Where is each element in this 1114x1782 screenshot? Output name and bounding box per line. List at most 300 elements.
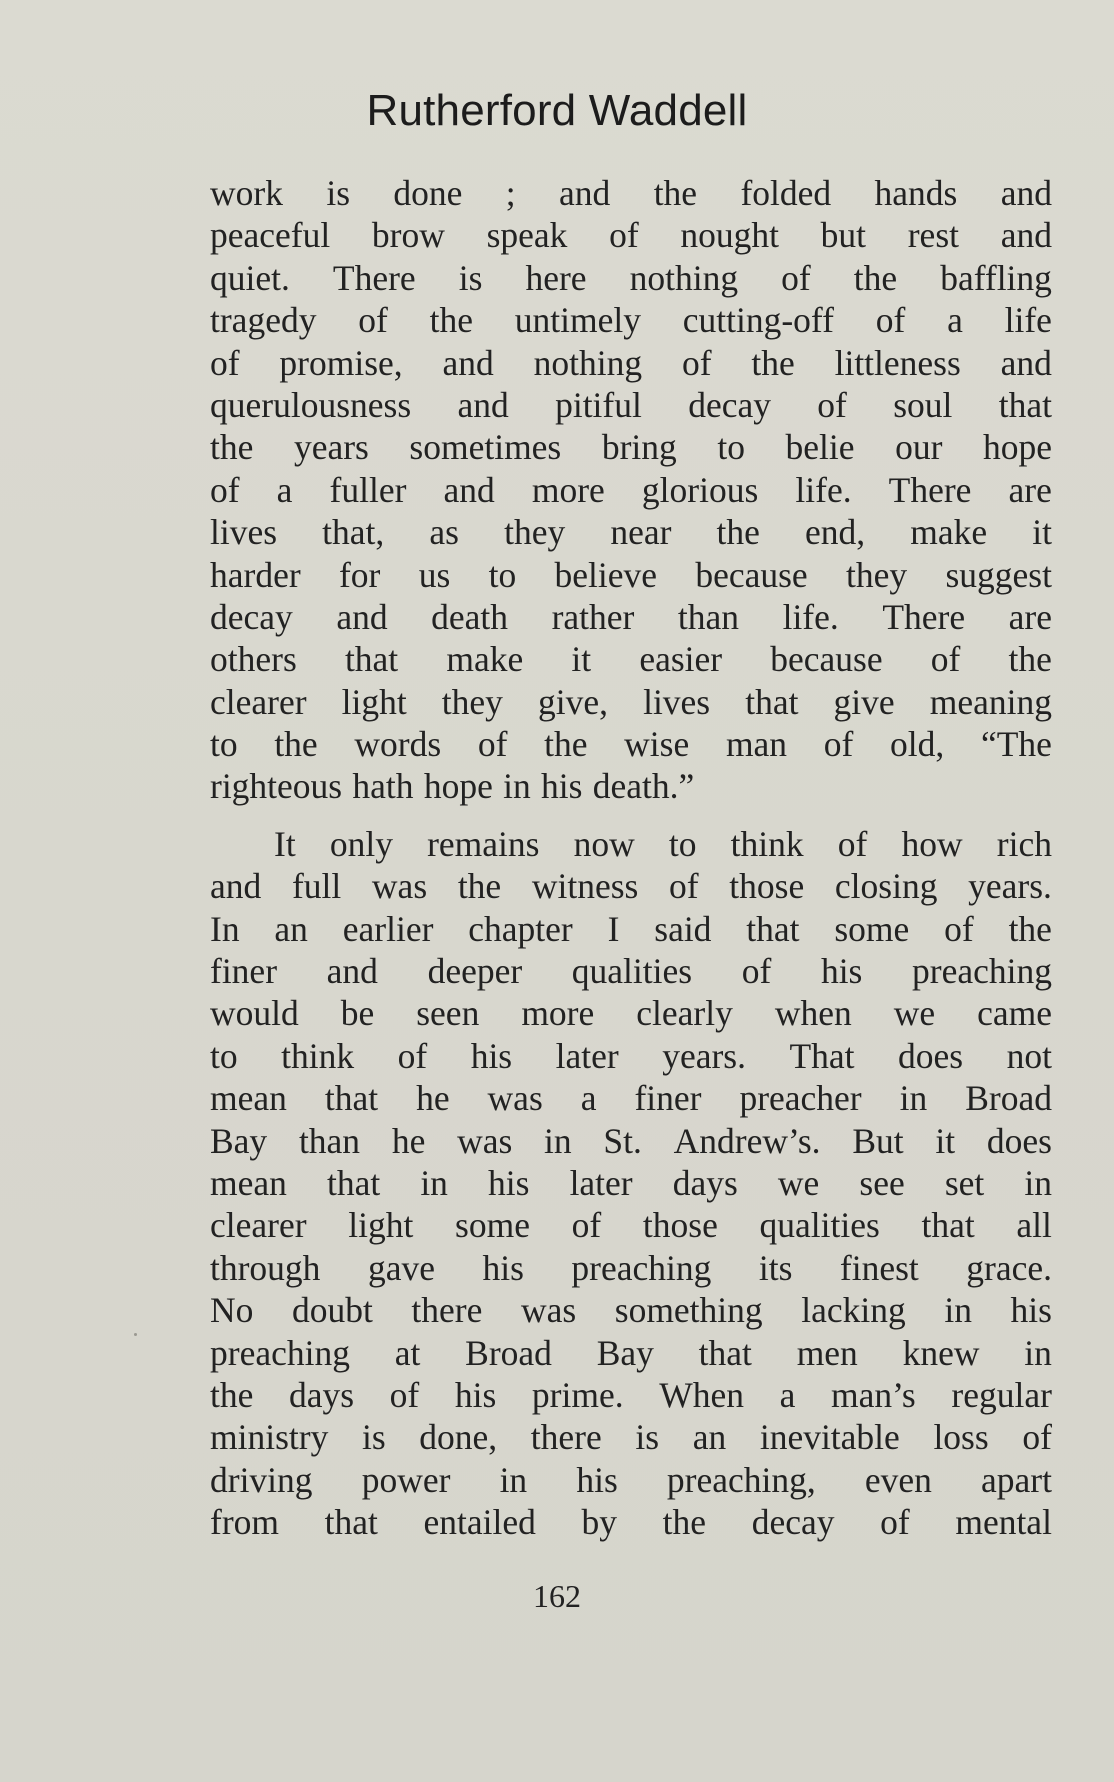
word: and — [1000, 215, 1052, 256]
word: that — [324, 1502, 378, 1543]
word: in — [944, 1290, 972, 1331]
word: sometimes — [409, 427, 562, 468]
text-line — [210, 1289, 1052, 1331]
word: his — [1010, 1290, 1052, 1331]
word: of — [930, 639, 961, 680]
text-line — [210, 638, 1052, 680]
text-line — [210, 1416, 1052, 1458]
word: is — [326, 173, 351, 213]
word: rich — [996, 823, 1052, 864]
word: chapter — [468, 908, 573, 949]
word: apart — [981, 1459, 1052, 1500]
word: life. — [795, 469, 852, 510]
word: that — [998, 384, 1052, 425]
word: we — [777, 1162, 820, 1203]
word: that, — [322, 512, 385, 553]
word: There — [882, 596, 966, 637]
paragraph — [210, 172, 1052, 808]
word: only — [329, 823, 393, 864]
word: and — [326, 951, 378, 992]
word: light — [341, 681, 407, 722]
word: and — [443, 469, 495, 510]
word: harder — [210, 554, 301, 595]
word: No — [210, 1290, 254, 1331]
word: more — [531, 469, 605, 510]
word: something — [614, 1290, 763, 1331]
paragraph — [210, 823, 1052, 1544]
word: Bay — [210, 1120, 268, 1161]
word: brow — [371, 215, 445, 256]
word: those — [642, 1205, 718, 1246]
word: nothing — [533, 342, 643, 383]
word: are — [1008, 469, 1052, 510]
word: would — [210, 993, 299, 1034]
word: rest — [907, 215, 959, 256]
word: “The — [980, 724, 1052, 765]
word: and — [1000, 342, 1052, 383]
word: preaching — [912, 951, 1052, 992]
word: Bay — [596, 1332, 654, 1373]
word: earlier — [342, 908, 434, 949]
word: preaching, — [666, 1459, 816, 1500]
word: because — [770, 639, 883, 680]
word: later — [555, 1035, 619, 1076]
word: littleness — [834, 342, 961, 383]
word: make — [446, 639, 524, 680]
word: meaning — [929, 681, 1052, 722]
word: years. — [968, 866, 1052, 907]
word: the — [544, 724, 588, 765]
word: a — [580, 1078, 597, 1119]
word: a — [947, 300, 963, 341]
word: loss — [933, 1417, 989, 1458]
word: think — [730, 823, 804, 864]
word: soul — [893, 384, 953, 425]
word: more — [521, 993, 595, 1034]
word: folded — [740, 173, 832, 213]
word: its — [758, 1247, 793, 1288]
text-line — [210, 992, 1052, 1034]
body-text — [210, 172, 1052, 1544]
word: believe — [554, 554, 658, 595]
word: of — [817, 384, 847, 425]
word: and — [210, 866, 262, 907]
word: decay — [751, 1502, 835, 1543]
word: days — [288, 1374, 355, 1415]
word: done — [393, 173, 463, 213]
word: promise, — [279, 342, 403, 383]
word: set — [944, 1162, 985, 1203]
word: is — [361, 1417, 386, 1458]
word: some — [455, 1205, 530, 1246]
word: entailed — [423, 1502, 536, 1543]
text-line — [210, 950, 1052, 992]
text-line — [210, 1077, 1052, 1119]
word: his — [470, 1035, 513, 1076]
word: of — [397, 1035, 428, 1076]
word: death — [431, 596, 509, 637]
word: witness — [531, 866, 639, 907]
word: his — [488, 1162, 530, 1203]
word: baffling — [940, 257, 1052, 298]
word: than — [298, 1120, 361, 1161]
word: of — [389, 1374, 420, 1415]
word: power — [361, 1459, 451, 1500]
running-head: Rutherford Waddell — [366, 86, 748, 135]
word: it — [1032, 512, 1052, 553]
word: mean — [210, 1162, 287, 1203]
word: how — [901, 823, 963, 864]
word: There — [332, 257, 416, 298]
word: that — [324, 1078, 379, 1119]
word: knew — [902, 1332, 980, 1373]
word: the — [429, 300, 473, 341]
text-line — [210, 469, 1052, 511]
word: does — [898, 1035, 964, 1076]
word: be — [340, 993, 375, 1034]
word: In — [210, 908, 240, 949]
word: of — [837, 823, 868, 864]
text-line — [210, 342, 1052, 384]
word: his — [576, 1459, 618, 1500]
word: finest — [839, 1247, 919, 1288]
word: others — [210, 639, 297, 680]
word: clearly — [636, 993, 733, 1034]
word: It — [274, 823, 296, 864]
word: of — [681, 342, 712, 383]
word: nought — [680, 215, 779, 256]
word: St. — [603, 1120, 642, 1161]
text-line — [210, 511, 1052, 553]
word: mean — [210, 1078, 287, 1119]
word: old, — [890, 724, 945, 765]
word: easier — [639, 639, 723, 680]
word: years. — [662, 1035, 746, 1076]
text-line — [210, 681, 1052, 723]
word: there — [530, 1417, 602, 1458]
word: in — [420, 1162, 448, 1203]
word: of — [944, 908, 974, 949]
word: tragedy — [210, 300, 317, 341]
word: in — [1024, 1332, 1052, 1373]
word: preacher — [739, 1078, 862, 1119]
word: the — [1008, 639, 1052, 680]
word: grace. — [966, 1247, 1052, 1288]
word: words — [354, 724, 442, 765]
text-line — [210, 257, 1052, 299]
word: the — [274, 724, 318, 765]
word: all — [1016, 1205, 1052, 1246]
word: think — [281, 1035, 355, 1076]
word: for — [338, 554, 381, 595]
word: is — [458, 257, 483, 298]
word: hope — [982, 427, 1052, 468]
word: but — [820, 215, 867, 256]
word: years — [293, 427, 369, 468]
word: an — [274, 908, 308, 949]
word: finer — [210, 951, 278, 992]
word: was — [487, 1078, 543, 1119]
word: belie — [785, 427, 855, 468]
word: of — [571, 1205, 602, 1246]
word: closing — [834, 866, 938, 907]
word: remains — [427, 823, 540, 864]
word: some — [834, 908, 910, 949]
word: it — [935, 1120, 956, 1161]
word: to — [210, 1035, 238, 1076]
word: of — [823, 724, 854, 765]
word: to — [210, 724, 238, 765]
word: said — [654, 908, 712, 949]
word: even — [864, 1459, 932, 1500]
text-line — [210, 1501, 1052, 1543]
word: of — [477, 724, 508, 765]
word: death.” — [592, 766, 695, 807]
word: There — [888, 469, 972, 510]
word: through — [210, 1247, 321, 1288]
text-line — [210, 426, 1052, 468]
word: cutting-off — [682, 300, 834, 341]
word: in — [1024, 1162, 1052, 1203]
word: pitiful — [555, 384, 642, 425]
word: as — [429, 512, 459, 553]
word: preaching — [571, 1247, 712, 1288]
word: the — [716, 512, 760, 553]
word: a — [779, 1374, 796, 1415]
text-line — [210, 1162, 1052, 1204]
word: he — [416, 1078, 450, 1119]
word: give, — [538, 681, 608, 722]
word: was — [457, 1120, 513, 1161]
text-line — [210, 172, 1052, 214]
word: and — [457, 384, 509, 425]
word: of — [669, 866, 699, 907]
paragraph-gap — [210, 808, 1052, 823]
word: in — [544, 1120, 572, 1161]
word: see — [859, 1162, 905, 1203]
word: preaching — [210, 1332, 350, 1373]
text-line — [210, 299, 1052, 341]
word: I — [607, 908, 620, 949]
word: work — [210, 173, 283, 213]
word: of — [358, 300, 388, 341]
word: it — [571, 639, 592, 680]
word: they — [441, 681, 503, 722]
word: the — [653, 173, 698, 213]
word: hath — [352, 766, 414, 807]
word: hope — [423, 766, 493, 807]
word: was — [520, 1290, 577, 1331]
word: when — [774, 993, 852, 1034]
word: deeper — [427, 951, 523, 992]
word: of — [741, 951, 772, 992]
word: driving — [210, 1459, 313, 1500]
word: regular — [951, 1374, 1052, 1415]
word: a — [276, 469, 293, 510]
word: the — [210, 427, 254, 468]
word: make — [910, 512, 988, 553]
word: that — [745, 681, 799, 722]
word: untimely — [514, 300, 641, 341]
paper-speck — [134, 1333, 137, 1336]
word: an — [692, 1417, 727, 1458]
word: the — [662, 1502, 707, 1543]
word: querulousness — [210, 384, 412, 425]
word: nothing — [629, 257, 739, 298]
word: seen — [416, 993, 480, 1034]
word: lacking — [801, 1290, 906, 1331]
word: because — [695, 554, 808, 595]
word: they — [504, 512, 566, 553]
word: peaceful — [210, 215, 331, 256]
word: finer — [634, 1078, 702, 1119]
word: Andrew’s. — [673, 1120, 821, 1161]
word: they — [846, 554, 908, 595]
text-line — [210, 865, 1052, 907]
word: to — [488, 554, 517, 595]
word: does — [986, 1120, 1052, 1161]
word: days — [672, 1162, 738, 1203]
word: man’s — [830, 1374, 916, 1415]
word: by — [581, 1502, 618, 1543]
text-line — [210, 596, 1052, 638]
word: of — [609, 215, 639, 256]
text-line — [210, 908, 1052, 950]
word: the — [457, 866, 502, 907]
word: righteous — [210, 766, 343, 807]
word: not — [1006, 1035, 1052, 1076]
word: decay — [688, 384, 771, 425]
word: That — [789, 1035, 855, 1076]
text-line — [210, 1459, 1052, 1501]
word: our — [895, 427, 943, 468]
word: of — [210, 469, 240, 510]
word: ; — [505, 173, 516, 213]
word: are — [1008, 596, 1052, 637]
text-line — [210, 1374, 1052, 1416]
word: the — [751, 342, 795, 383]
word: we — [893, 993, 936, 1034]
word: his — [820, 951, 863, 992]
word: quiet. — [210, 257, 290, 298]
word: full — [291, 866, 342, 907]
word: speak — [486, 215, 568, 256]
text-line — [210, 765, 1052, 807]
word: of — [875, 300, 906, 341]
word: later — [569, 1162, 633, 1203]
word: hands — [874, 173, 958, 213]
word: Broad — [465, 1332, 552, 1373]
word: that — [746, 908, 800, 949]
word: and — [336, 596, 388, 637]
word: that — [344, 639, 399, 680]
word: in — [503, 766, 531, 807]
word: in — [499, 1459, 528, 1500]
word: clearer — [210, 1205, 307, 1246]
word: clearer — [210, 681, 307, 722]
word: doubt — [291, 1290, 373, 1331]
word: in — [899, 1078, 928, 1119]
word: life — [1004, 300, 1052, 341]
word: suggest — [945, 554, 1052, 595]
word: that — [698, 1332, 752, 1373]
word: give — [833, 681, 895, 722]
word: Broad — [965, 1078, 1052, 1119]
text-line — [210, 1247, 1052, 1289]
word: there — [411, 1290, 483, 1331]
word: qualities — [571, 951, 693, 992]
word: from — [210, 1502, 280, 1543]
word: But — [852, 1120, 904, 1161]
word: here — [525, 257, 587, 298]
word: prime. — [531, 1374, 624, 1415]
word: the — [1008, 908, 1052, 949]
page-number: 162 — [533, 1578, 581, 1614]
word: of — [781, 257, 811, 298]
word: us — [418, 554, 451, 595]
word: done, — [419, 1417, 498, 1458]
word: decay — [210, 596, 293, 637]
text-line — [210, 554, 1052, 596]
word: of — [210, 342, 240, 383]
text-line — [210, 1120, 1052, 1162]
word: that — [921, 1205, 975, 1246]
word: near — [610, 512, 672, 553]
word: life. — [782, 596, 839, 637]
word: he — [391, 1120, 426, 1161]
word: to — [717, 427, 745, 468]
word: his — [482, 1247, 524, 1288]
word: mental — [955, 1502, 1052, 1543]
word: end, — [805, 512, 866, 553]
word: qualities — [759, 1205, 880, 1246]
word: men — [796, 1332, 858, 1373]
word: now — [573, 823, 635, 864]
text-line — [210, 214, 1052, 256]
word: and — [559, 173, 611, 213]
word: glorious — [641, 469, 759, 510]
word: than — [677, 596, 740, 637]
word: at — [394, 1332, 421, 1373]
word: his — [541, 766, 583, 807]
word: lives — [643, 681, 711, 722]
word: the — [853, 257, 898, 298]
text-line — [210, 1204, 1052, 1246]
word: the — [210, 1374, 254, 1415]
word: bring — [601, 427, 677, 468]
word: man — [725, 724, 788, 765]
text-line — [210, 723, 1052, 765]
word: is — [635, 1417, 660, 1458]
text-line — [210, 823, 1052, 865]
word: and — [442, 342, 494, 383]
word: and — [1000, 173, 1052, 213]
word: of — [880, 1502, 910, 1543]
word: was — [371, 866, 428, 907]
word: When — [659, 1374, 744, 1415]
word: of — [1022, 1417, 1052, 1458]
word: light — [348, 1205, 414, 1246]
word: his — [454, 1374, 497, 1415]
word: came — [977, 993, 1052, 1034]
word: to — [668, 823, 697, 864]
word: inevitable — [759, 1417, 900, 1458]
word: fuller — [329, 469, 407, 510]
text-line — [210, 1035, 1052, 1077]
word: ministry — [210, 1417, 329, 1458]
word: wise — [624, 724, 690, 765]
word: those — [729, 866, 805, 907]
